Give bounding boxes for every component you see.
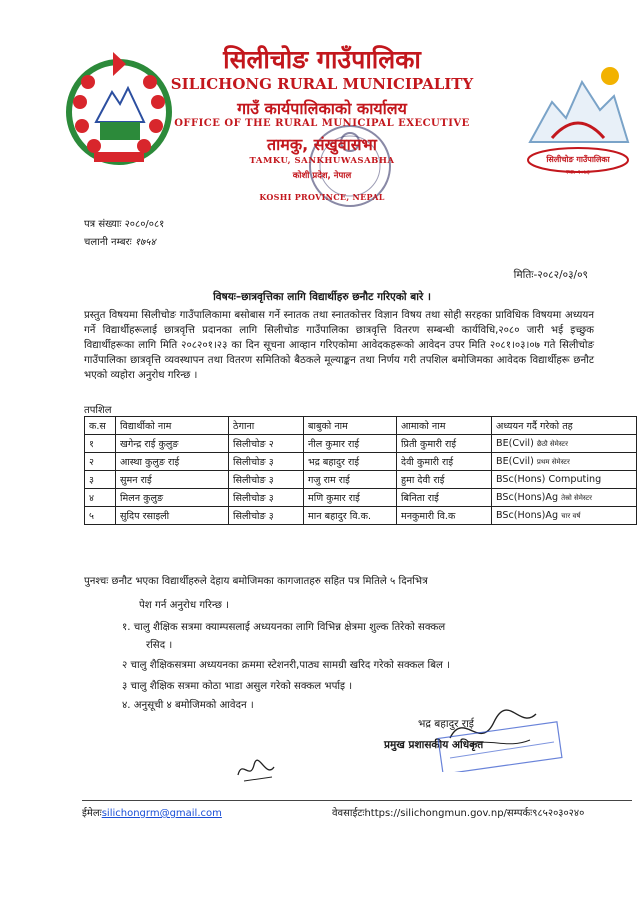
row-level: BSc(Hons)Ag [496, 510, 559, 521]
footer-divider [82, 800, 632, 801]
row-sn: ३ [85, 471, 116, 489]
right-logo-subtext: स्था. २०७३ [566, 169, 590, 176]
postscript-lead-cont: पेश गर्न अनुरोध गरिन्छ । [139, 600, 230, 611]
letter-body: प्रस्तुत विषयमा सिलीचोङ गाउँपालिकामा बसोबास गर्ने स्नातक तथा स्नातकोत्तर विज्ञान विषय तथा सोही सरहका प्राविधिक विषयमा अध्ययन गर्ने विद्यार्थीहरूलाई छात्रवृत्ति प्रदानका लागि सिलीचोङ गाउँपालिका छात्रवृत्ति वितरण सम्बन्धी कार्यविधि,२०८० जारी भई इच्छुक विद्यार्थीहरूका लागि मिति २०८२०१।२३ का दिन सूचना आव्हान गरिएकोमा आवेदकहरूको आवेदन उपर मिति २०८१।०३।०७ गते सिलीचोङ गाउँपालिका छात्रवृत्ति व्यवस्थापन तथा वितरण समितिको बैठकले मूल्याङ्कन तथा निर्णय गरी तपशिल बमोजिमका आवेदक विद्यार्थीहरू छनौट भएको व्यहोरा अनुरोध गरिन्छ । [84, 310, 594, 381]
website-link[interactable]: silichongmun.gov.np/ [400, 808, 507, 819]
phone-number: ९८५२०३०२४० [532, 808, 585, 819]
row-mother: बिनिता राई [397, 489, 492, 507]
col-student-name: विद्यार्थीको नाम [116, 417, 229, 435]
requirement-item: २ चालु शैक्षिकसत्रमा अध्ययनका क्रममा स्टेशनरी,पाठ्य सामग्री खरिद गरेको सक्कल बिल । [122, 660, 451, 671]
row-father: मान बहादुर वि.क. [304, 507, 397, 525]
right-logo-text: सिलीचोङ गाउँपालिका [546, 155, 610, 164]
email-link[interactable]: silichongrm@gmail.com [101, 808, 222, 819]
table-caption: तपशिल [84, 405, 112, 416]
requirement-item: ४. अनुसूची ४ बमोजिमको आवेदन । [122, 700, 254, 711]
row-level-note: छैठौ सेमेस्टर [536, 440, 568, 448]
row-address: सिलीचोङ ३ [229, 453, 304, 471]
row-mother: देवी कुमारी राई [397, 453, 492, 471]
row-name: खगेन्द्र राई कुलुङ [116, 435, 229, 453]
row-level: BSc(Hons) Computing [496, 474, 602, 485]
col-sn: क.स [85, 417, 116, 435]
col-study-level: अध्ययन गर्दै गरेको तह [492, 417, 637, 435]
row-address: सिलीचोङ ३ [229, 489, 304, 507]
reference-label: पत्र संख्याः [84, 219, 122, 230]
table-header-row [85, 417, 637, 435]
row-father: मणि कुमार राई [304, 489, 397, 507]
email-label: ईमेलः [82, 808, 102, 819]
table-row [85, 489, 637, 507]
initials-scribble [232, 755, 280, 785]
requirement-item: १. चालु शैक्षिक सत्रमा क्याम्पसलाई अध्ययनका लागि विभिन्न क्षेत्रमा शुल्क तिरेको सक्कल [122, 622, 446, 633]
row-level-cell [492, 471, 637, 489]
row-level-cell [492, 489, 637, 507]
municipality-name-nepali: सिलीचोङ गाउँपालिका [223, 45, 421, 74]
row-address: सिलीचोङ ३ [229, 507, 304, 525]
blue-signature-stamp [436, 700, 566, 772]
row-level: BSc(Hons)Ag [496, 492, 559, 503]
office-name-nepali: गाउँ कार्यपालिकाको कार्यालय [237, 99, 407, 118]
municipality-name-english: SILICHONG RURAL MUNICIPALITY [170, 75, 474, 93]
row-level-note: तेस्रो सेमेस्टर [561, 494, 593, 502]
phone-label: सम्पर्कः [506, 808, 533, 819]
dispatch-label: चलानी नम्बरः [84, 237, 132, 248]
row-sn: १ [85, 435, 116, 453]
office-name-english: OFFICE OF THE RURAL MUNICIPAL EXECUTIVE [174, 118, 470, 129]
row-level: BE(Cvil) [496, 438, 534, 449]
letter-subject: विषयः–छात्रवृत्तिका लागि विद्यार्थीहरु छनौट गरिएको बारे । [213, 291, 431, 303]
row-father: गजु राम राई [304, 471, 397, 489]
province-nepali: कोशी प्रदेश, नेपाल [292, 171, 352, 181]
dispatch-value: १७५४ [134, 237, 156, 248]
selected-students-table [84, 416, 637, 525]
row-mother: प्रिती कुमारी राई [397, 435, 492, 453]
row-sn: २ [85, 453, 116, 471]
location-english: TAMKU, SANKHUWASABHA [249, 156, 395, 166]
footer-email [82, 805, 222, 819]
col-address: ठेगाना [229, 417, 304, 435]
row-name: सुदिप रसाइली [116, 507, 229, 525]
row-father: भद्र बहादुर राई [304, 453, 397, 471]
reference-value: २०८०/०८१ [124, 219, 165, 230]
row-level-cell [492, 507, 637, 525]
row-mother: मनकुमारी वि.क [397, 507, 492, 525]
row-mother: हुमा देवी राई [397, 471, 492, 489]
row-father: नील कुमार राई [304, 435, 397, 453]
table-row [85, 453, 637, 471]
col-father-name: बाबुको नाम [304, 417, 397, 435]
row-level-cell [492, 435, 637, 453]
reference-number [84, 216, 164, 230]
row-level: BE(Cvil) [496, 456, 534, 467]
row-level-note: प्रथम सेमेस्टर [536, 458, 570, 466]
table-row [85, 471, 637, 489]
table-row [85, 435, 637, 453]
letter-date: मितिः-२०८२/०३/०९ [513, 269, 588, 281]
dispatch-number [84, 234, 156, 248]
signatory-name: भद्र बहादुर राई [418, 718, 474, 730]
row-sn: ४ [85, 489, 116, 507]
col-mother-name: आमाको नाम [397, 417, 492, 435]
row-sn: ५ [85, 507, 116, 525]
row-name: मिलन कुलुङ [116, 489, 229, 507]
footer-contact [332, 805, 584, 819]
requirement-item: ३ चालु शैक्षिक सत्रमा कोठा भाडा असुल गरेको सक्कल भर्पाइ । [122, 681, 353, 692]
table-row [85, 507, 637, 525]
row-address: सिलीचोङ २ [229, 435, 304, 453]
row-level-cell [492, 453, 637, 471]
signatory-title: प्रमुख प्रशासकीय अधिकृत [384, 739, 484, 751]
row-name: सुमन राई [116, 471, 229, 489]
province-english: KOSHI PROVINCE, NEPAL [259, 192, 385, 202]
row-level-note: चार वर्ष [561, 512, 581, 520]
website-label: वेवसाईटःhttps:// [332, 808, 401, 819]
location-nepali: तामकु, संखुवासभा [267, 135, 377, 154]
row-name: आस्था कुलुङ राई [116, 453, 229, 471]
row-address: सिलीचोङ ३ [229, 471, 304, 489]
postscript-lead: पुनश्चः छनौट भएका विद्यार्थीहरुले देहाय बमोजिमका कागजातहरु सहित पत्र मितिले ५ दिनभित्र [84, 576, 428, 587]
requirement-item-cont: रसिद । [146, 640, 173, 651]
